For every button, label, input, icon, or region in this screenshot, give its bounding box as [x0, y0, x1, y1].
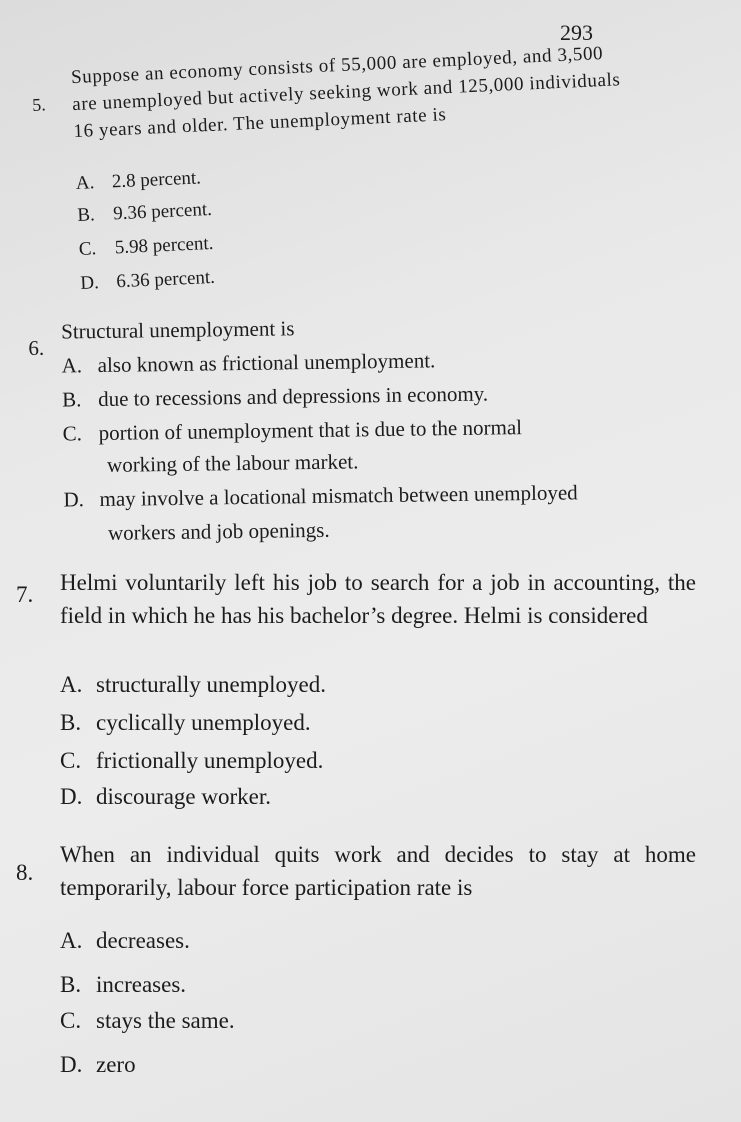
option-d — [60, 1052, 136, 1078]
option-letter: B. — [61, 387, 82, 412]
option-c — [60, 748, 323, 774]
option-text: frictionally unemployed. — [96, 748, 324, 773]
option-text: discourage worker. — [96, 784, 271, 809]
option-text: may involve a locational mismatch between unemployed — [99, 480, 578, 512]
option-letter: C. — [60, 1008, 82, 1033]
option-d — [80, 267, 216, 295]
option-text: zero — [96, 1052, 136, 1077]
option-letter: A. — [60, 928, 83, 953]
option-c-continuation: working of the labour market. — [106, 449, 359, 477]
option-c — [60, 1008, 235, 1034]
question-number: 8. — [16, 860, 34, 885]
option-a — [60, 928, 190, 954]
option-a — [60, 672, 326, 698]
option-text: also known as frictional unemployment. — [97, 348, 436, 378]
option-text: cyclically unemployed. — [96, 710, 311, 735]
page-number: 293 — [560, 20, 593, 45]
option-text: decreases. — [96, 928, 190, 953]
option-letter: D. — [60, 1052, 83, 1077]
question-number: 5. — [31, 94, 47, 115]
option-a — [61, 348, 435, 378]
option-text: structurally unemployed. — [96, 672, 326, 697]
option-text: 2.8 percent. — [111, 167, 202, 193]
question-text: Helmi voluntarily left his job to search for a job in accounting, the field in which he has his bachelor’s degree. Helmi is considered — [60, 570, 696, 629]
option-letter: A. — [75, 172, 95, 195]
option-letter: D. — [60, 784, 83, 809]
option-a — [75, 167, 201, 195]
option-b — [62, 382, 488, 413]
option-c — [62, 415, 522, 446]
option-c — [78, 233, 214, 261]
question-text: When an individual quits work and decides to stay at home temporarily, labour force participation rate is — [60, 842, 696, 901]
option-text: stays the same. — [96, 1008, 235, 1033]
option-text: 9.36 percent. — [112, 198, 213, 225]
question-number: 6. — [28, 335, 45, 360]
option-letter: B. — [60, 972, 82, 997]
option-d — [63, 480, 578, 512]
question-number: 7. — [16, 582, 34, 607]
option-d-continuation: workers and job openings. — [107, 517, 330, 545]
option-letter: D. — [63, 487, 85, 512]
option-letter: A. — [60, 672, 83, 697]
question-text: Suppose an economy consists of 55,000 are employed, and 3,500 are unemployed but actively seeking work and 125,000 individuals 16 years and older. The unemployment rate is — [70, 43, 621, 143]
option-letter: C. — [62, 421, 83, 446]
option-b — [77, 199, 213, 227]
option-letter: C. — [78, 238, 97, 260]
option-b — [60, 710, 311, 736]
option-letter: B. — [76, 204, 96, 227]
option-text: 6.36 percent. — [115, 266, 216, 293]
option-letter: B. — [60, 710, 82, 735]
option-d — [60, 784, 271, 810]
option-text: portion of unemployment that is due to the normal — [98, 415, 523, 446]
option-b — [60, 972, 186, 998]
option-text: 5.98 percent. — [114, 232, 214, 259]
option-text: increases. — [96, 972, 187, 997]
option-letter: D. — [79, 272, 100, 294]
option-letter: C. — [60, 748, 82, 773]
question-text: Structural unemployment is — [61, 316, 295, 344]
option-text: due to recessions and depressions in economy. — [97, 381, 489, 412]
option-letter: A. — [61, 353, 83, 378]
